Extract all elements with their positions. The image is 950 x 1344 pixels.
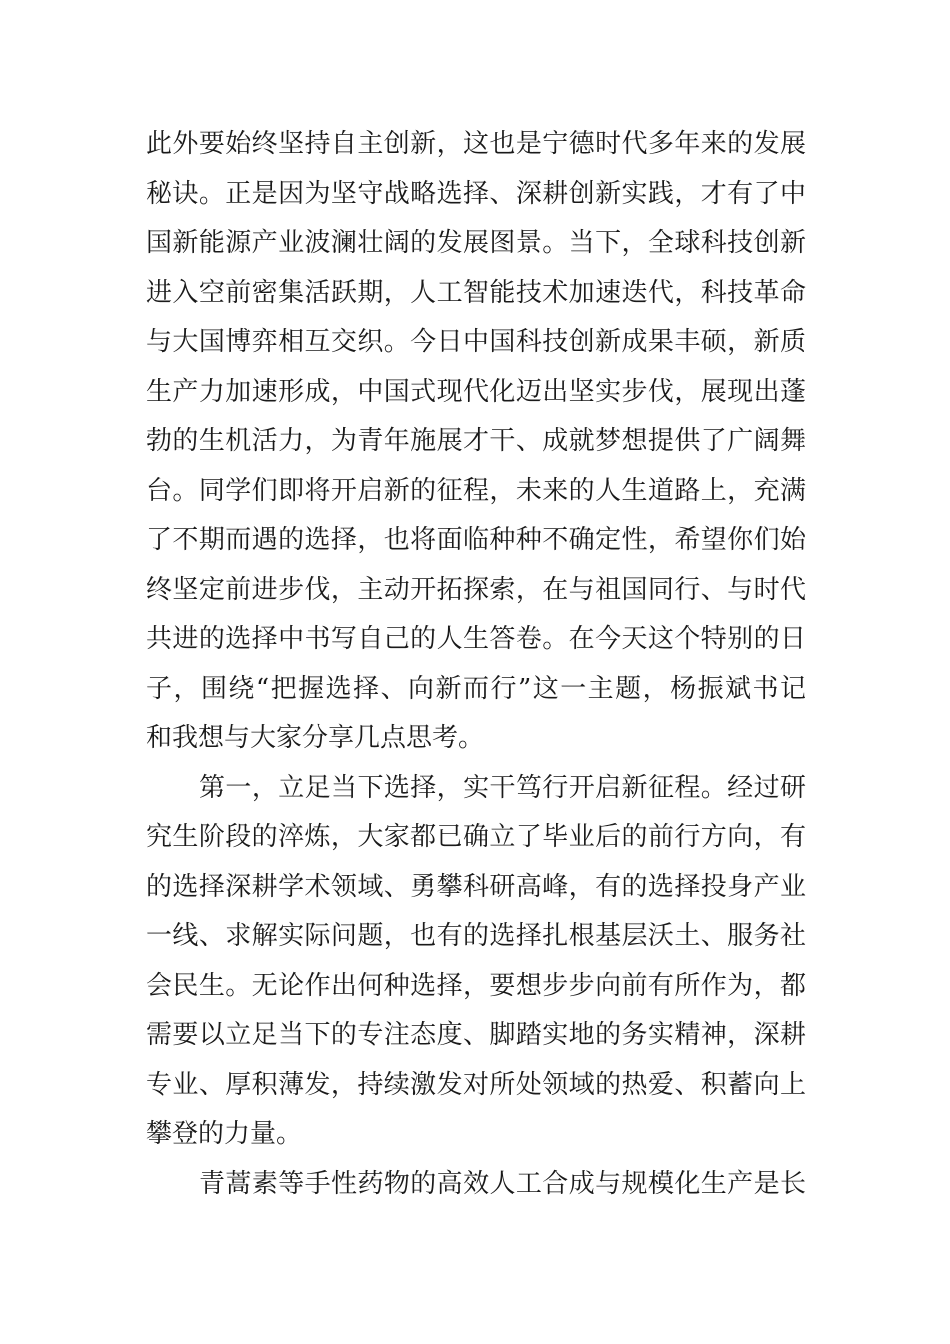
text-line: 和我想与大家分享几点思考。 [146,723,485,753]
text-line: 究生阶段的淬炼，大家都已确立了毕业后的前行方向，有 [146,822,806,852]
text-line: 需要以立足当下的专注态度、脚踏实地的务实精神，深耕 [146,1020,806,1050]
text-line: 共进的选择中书写自己的人生答卷。在今天这个特别的日 [146,624,806,654]
text-line: 会民生。无论作出何种选择，要想步步向前有所作为，都 [146,970,806,1001]
text-line: 国新能源产业波澜壮阔的发展图景。当下，全球科技创新 [146,228,806,258]
text-line: 进入空前密集活跃期，人工智能技术加速迭代，科技革命 [146,277,806,308]
text-line: 青蒿素等手性药物的高效人工合成与规模化生产是长 [199,1168,806,1199]
paragraph-first-point [146,764,806,1160]
text-line: 子，围绕“把握选择、向新而行”这一主题，杨振斌书记 [146,673,806,704]
text-line: 秘诀。正是因为坚守战略选择、深耕创新实践，才有了中 [146,178,806,209]
paragraph-continuation [146,120,806,764]
text-line: 第一，立足当下选择，实干笃行开启新征程。经过研 [199,772,806,803]
text-line: 专业、厚积薄发，持续激发对所处领域的热爱、积蓄向上 [146,1069,806,1100]
text-line: 生产力加速形成，中国式现代化迈出坚实步伐，展现出蓬 [146,376,806,407]
text-line: 一线、求解实际问题，也有的选择扎根基层沃土、服务社 [146,921,806,951]
text-line: 台。同学们即将开启新的征程，未来的人生道路上，充满 [146,475,806,506]
text-line: 的选择深耕学术领域、勇攀科研高峰，有的选择投身产业 [146,871,806,902]
text-line: 与大国博弈相互交织。今日中国科技创新成果丰硕，新质 [146,327,806,357]
body-text [146,120,806,1209]
paragraph-artemisinin [146,1160,806,1210]
text-line: 终坚定前进步伐，主动开拓探索，在与祖国同行、与时代 [146,574,806,605]
text-line: 此外要始终坚持自主创新，这也是宁德时代多年来的发展 [146,129,806,159]
text-line: 勃的生机活力，为青年施展才干、成就梦想提供了广阔舞 [146,426,806,456]
text-line: 攀登的力量。 [146,1119,303,1149]
text-line: 了不期而遇的选择，也将面临种种不确定性，希望你们始 [146,525,806,555]
